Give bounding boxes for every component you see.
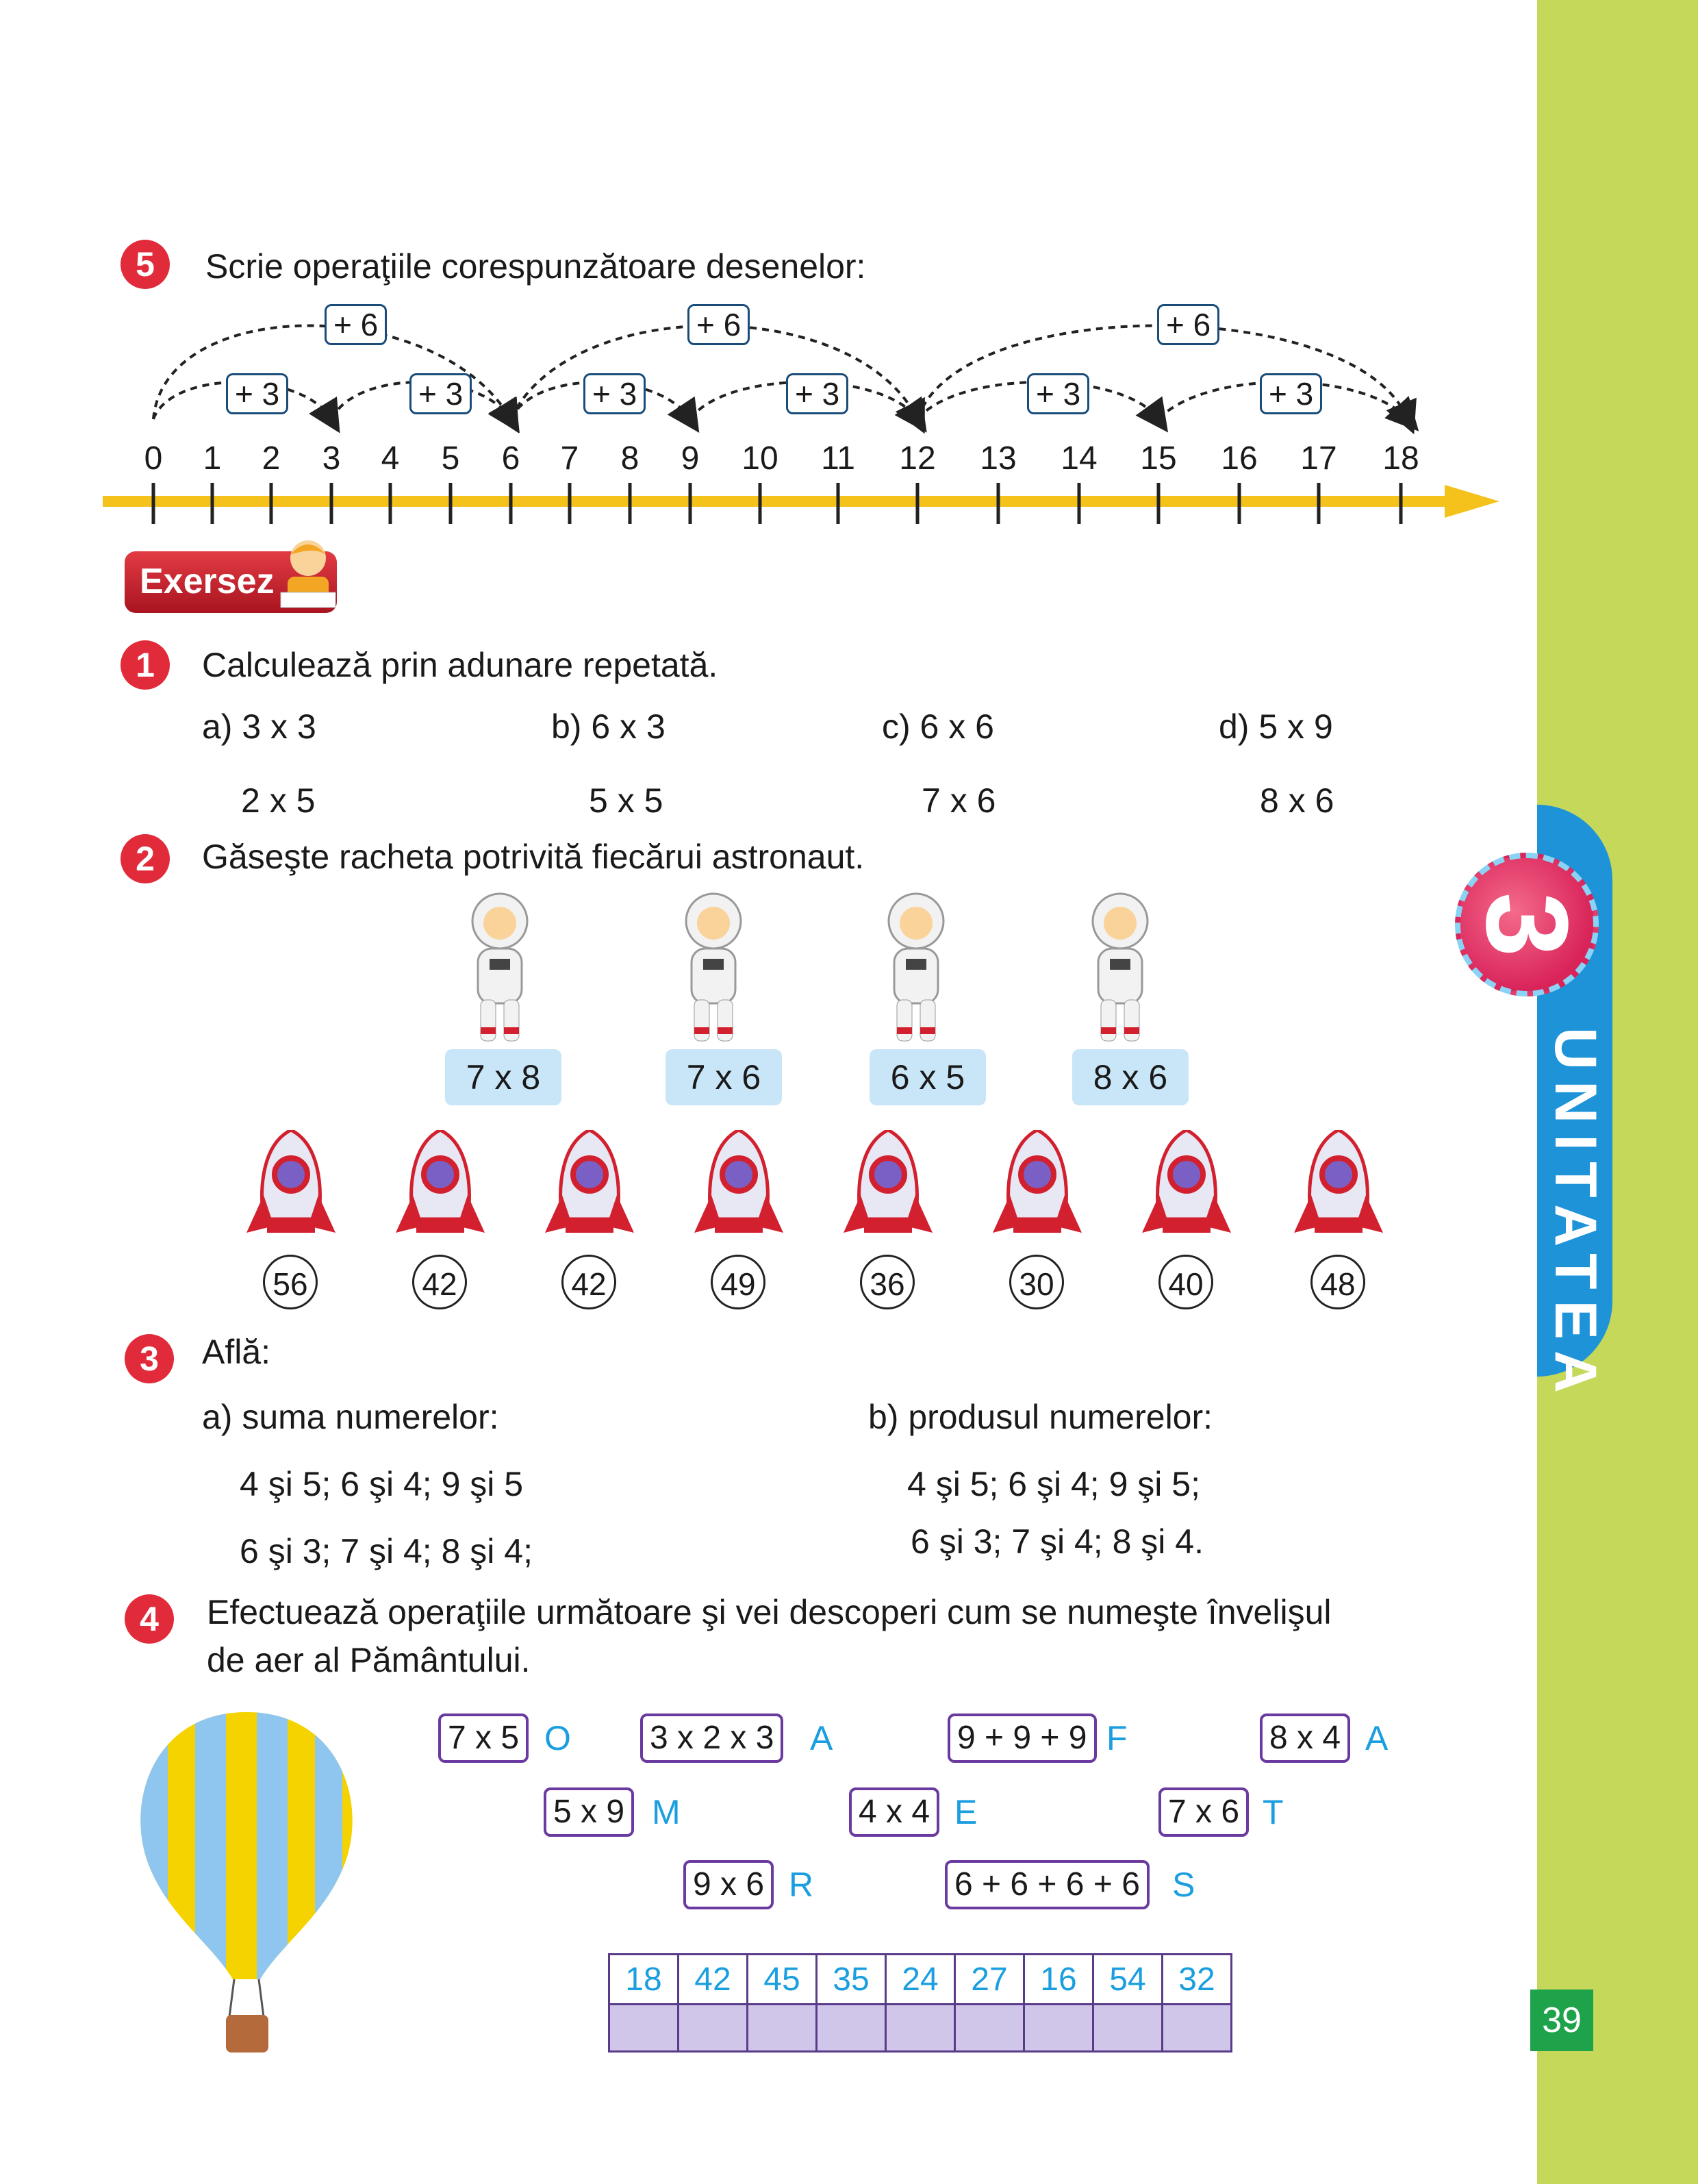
op-box-2: 3 x 2 x 3 bbox=[640, 1714, 783, 1763]
exercise-5-number: 5 bbox=[121, 240, 170, 289]
ex1-item-a2: 2 x 5 bbox=[241, 781, 316, 820]
exercise-4-title-line1: Efectuează operaţiile următoare şi vei descoperi cum se numeşte învelişul bbox=[207, 1593, 1332, 1631]
astronaut-icon bbox=[889, 894, 943, 1041]
unit-number: 3 bbox=[1462, 892, 1592, 957]
op-box-1: 7 x 5 bbox=[438, 1714, 529, 1763]
page-number: 39 bbox=[1530, 1990, 1593, 2051]
ex3-a-line1: 4 şi 5; 6 şi 4; 9 şi 5 bbox=[240, 1465, 524, 1503]
op-letter-7: T bbox=[1263, 1793, 1284, 1831]
nl-number: 18 bbox=[1382, 440, 1419, 477]
ex1-item-c: c) 6 x 6 bbox=[882, 707, 994, 746]
code-number: 54 bbox=[1093, 1955, 1163, 2005]
op-box-5: 5 x 9 bbox=[544, 1787, 634, 1837]
op-box-9: 6 + 6 + 6 + 6 bbox=[945, 1860, 1150, 1909]
exercise-4-title-line2: de aer al Pământului. bbox=[207, 1641, 531, 1679]
exercise-1-title: Calculează prin adunare repetată. bbox=[202, 646, 718, 684]
nl-number: 17 bbox=[1300, 440, 1337, 477]
plus3-label-3: + 3 bbox=[583, 373, 646, 414]
rocket-answer-3: 42 bbox=[561, 1255, 616, 1309]
op-letter-6: E bbox=[954, 1793, 978, 1831]
rocket-answer-8: 48 bbox=[1310, 1255, 1365, 1309]
ex1-item-c2: 7 x 6 bbox=[922, 781, 996, 820]
plus3-label-4: + 3 bbox=[786, 373, 848, 414]
ex3-b-line1: 4 şi 5; 6 şi 4; 9 şi 5; bbox=[907, 1465, 1200, 1503]
rocket-icon bbox=[993, 1130, 1082, 1233]
code-answer-cell[interactable] bbox=[1024, 2005, 1093, 2052]
nl-number: 8 bbox=[620, 440, 639, 477]
op-box-3: 9 + 9 + 9 bbox=[948, 1714, 1097, 1763]
rocket-answer-5: 36 bbox=[860, 1255, 915, 1309]
op-letter-8: R bbox=[789, 1866, 814, 1904]
op-letter-5: M bbox=[652, 1793, 681, 1831]
ex1-item-b2: 5 x 5 bbox=[589, 781, 663, 820]
code-number: 18 bbox=[609, 1955, 679, 2005]
rocket-icon bbox=[246, 1130, 335, 1233]
ex3-b-line2: 6 şi 3; 7 şi 4; 8 şi 4. bbox=[911, 1522, 1204, 1561]
code-number: 42 bbox=[679, 1955, 748, 2005]
rocket-icon bbox=[1294, 1130, 1383, 1233]
nl-number: 6 bbox=[501, 440, 520, 477]
ex1-item-b: b) 6 x 3 bbox=[551, 707, 666, 746]
rocket-icon bbox=[396, 1130, 485, 1233]
exercise-3-number: 3 bbox=[125, 1334, 174, 1383]
astronaut-icon bbox=[1093, 894, 1148, 1041]
code-answer-cell[interactable] bbox=[1163, 2005, 1232, 2052]
astronaut-icon bbox=[472, 894, 527, 1041]
rocket-icon bbox=[545, 1130, 634, 1233]
op-letter-4: A bbox=[1365, 1719, 1389, 1757]
astronaut-label-3: 6 x 5 bbox=[870, 1049, 986, 1105]
exercise-2-number: 2 bbox=[121, 834, 170, 883]
astronaut-icon bbox=[686, 894, 741, 1041]
op-letter-2: A bbox=[810, 1719, 833, 1757]
nl-number: 10 bbox=[742, 440, 778, 477]
exercise-3-title: Află: bbox=[202, 1333, 271, 1371]
ex3-a-title: a) suma numerelor: bbox=[202, 1398, 499, 1436]
code-answer-cell[interactable] bbox=[748, 2005, 817, 2052]
ex1-item-a: a) 3 x 3 bbox=[202, 707, 316, 746]
op-letter-3: F bbox=[1106, 1719, 1128, 1757]
astronaut-label-2: 7 x 6 bbox=[666, 1049, 782, 1105]
code-answer-cell[interactable] bbox=[1093, 2005, 1163, 2052]
nl-number: 2 bbox=[262, 440, 281, 477]
nl-number: 7 bbox=[560, 440, 579, 477]
exercise-2-title: Găseşte racheta potrivită fiecărui astronaut. bbox=[202, 838, 865, 876]
op-box-8: 9 x 6 bbox=[683, 1860, 774, 1909]
code-number: 32 bbox=[1163, 1955, 1232, 2005]
exercise-4-number: 4 bbox=[125, 1594, 174, 1644]
rocket-icon bbox=[694, 1130, 783, 1233]
code-number: 27 bbox=[955, 1955, 1024, 2005]
number-line-arrow bbox=[1445, 485, 1499, 518]
exersez-banner: Exersez bbox=[125, 551, 337, 613]
rocket-answer-1: 56 bbox=[263, 1255, 318, 1309]
rocket-answer-4: 49 bbox=[711, 1255, 765, 1309]
ex1-item-d: d) 5 x 9 bbox=[1219, 707, 1333, 746]
op-box-6: 4 x 4 bbox=[849, 1787, 939, 1837]
nl-number: 0 bbox=[144, 440, 163, 477]
op-letter-1: O bbox=[544, 1719, 571, 1757]
nl-number: 12 bbox=[899, 440, 936, 477]
plus3-label-1: + 3 bbox=[226, 373, 288, 414]
rocket-icon bbox=[1142, 1130, 1231, 1233]
code-answer-cell[interactable] bbox=[609, 2005, 679, 2052]
nl-number: 13 bbox=[980, 440, 1017, 477]
plus3-label-2: + 3 bbox=[409, 373, 472, 414]
code-answer-cell[interactable] bbox=[955, 2005, 1024, 2052]
rockets-row bbox=[246, 1130, 1397, 1240]
nl-number: 3 bbox=[322, 440, 341, 477]
plus6-label-2: + 6 bbox=[687, 304, 750, 345]
code-number: 16 bbox=[1024, 1955, 1093, 2005]
code-number: 45 bbox=[748, 1955, 817, 2005]
rocket-answer-7: 40 bbox=[1158, 1255, 1213, 1309]
rocket-answer-6: 30 bbox=[1009, 1255, 1064, 1309]
astronauts-row bbox=[438, 890, 1246, 1048]
answer-code-table bbox=[608, 1953, 1232, 2053]
astronaut-label-4: 8 x 6 bbox=[1072, 1049, 1189, 1105]
plus3-label-6: + 3 bbox=[1260, 373, 1322, 414]
astronaut-label-1: 7 x 8 bbox=[445, 1049, 561, 1105]
ex3-a-line2: 6 şi 3; 7 şi 4; 8 şi 4; bbox=[240, 1532, 533, 1570]
rocket-icon bbox=[844, 1130, 933, 1233]
code-answer-cell[interactable] bbox=[679, 2005, 748, 2052]
hot-air-balloon-image bbox=[116, 1705, 377, 2061]
code-number: 35 bbox=[817, 1955, 886, 2005]
nl-number: 4 bbox=[381, 440, 400, 477]
plus6-label-1: + 6 bbox=[325, 304, 387, 345]
code-answer-cell[interactable] bbox=[817, 2005, 886, 2052]
op-box-7: 7 x 6 bbox=[1158, 1787, 1249, 1837]
exercise-5-title: Scrie operaţiile corespunzătoare desenelor: bbox=[205, 247, 866, 286]
unit-label: UNITATEA bbox=[1543, 1027, 1608, 1404]
plus6-label-3: + 6 bbox=[1157, 304, 1219, 345]
child-writing-icon bbox=[274, 534, 339, 610]
nl-number: 5 bbox=[441, 440, 460, 477]
code-number: 24 bbox=[886, 1955, 955, 2005]
code-answer-cell[interactable] bbox=[886, 2005, 955, 2052]
op-box-4: 8 x 4 bbox=[1260, 1714, 1350, 1763]
op-letter-9: S bbox=[1172, 1866, 1195, 1904]
nl-number: 15 bbox=[1140, 440, 1177, 477]
plus3-label-5: + 3 bbox=[1027, 373, 1089, 414]
exercise-1-number: 1 bbox=[121, 640, 170, 690]
nl-number: 16 bbox=[1221, 440, 1258, 477]
nl-number: 1 bbox=[203, 440, 222, 477]
ex3-b-title: b) produsul numerelor: bbox=[868, 1398, 1213, 1436]
nl-number: 11 bbox=[821, 440, 855, 477]
nl-number: 9 bbox=[681, 440, 700, 477]
ex1-item-d2: 8 x 6 bbox=[1260, 781, 1334, 820]
nl-number: 14 bbox=[1061, 440, 1098, 477]
rocket-answer-2: 42 bbox=[412, 1255, 467, 1309]
